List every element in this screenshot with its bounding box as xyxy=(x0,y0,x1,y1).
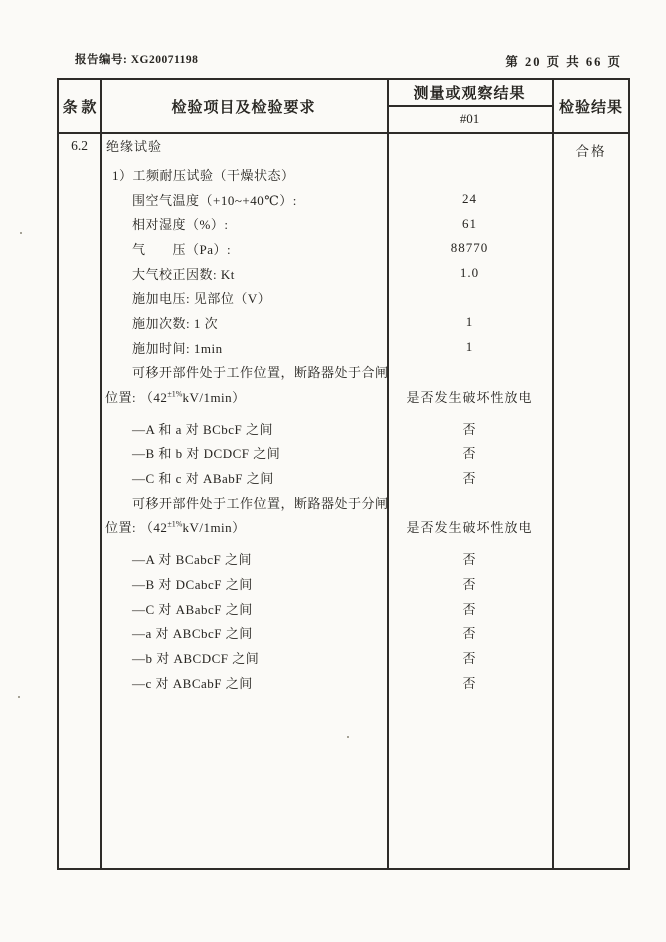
page-header xyxy=(0,0,666,78)
column-header-item: 检验项目及检验要求 xyxy=(171,99,316,116)
table-row xyxy=(100,571,552,596)
item-text: 施加电压: 见部位（V） xyxy=(132,291,272,307)
column-header-sample-01: #01 xyxy=(459,110,480,126)
table-row xyxy=(100,211,552,236)
item-text: 1）工频耐压试验（干燥状态） xyxy=(112,167,295,183)
item-text: 可移开部件处于工作位置，断路器处于合闸 xyxy=(132,365,389,381)
result-value: 否 xyxy=(462,552,477,568)
item-text: 气 压（Pa）: xyxy=(132,241,232,257)
table-row xyxy=(100,162,552,187)
inspection-table xyxy=(57,78,630,870)
superscript-tolerance: ±1% xyxy=(167,520,183,530)
table-row xyxy=(100,490,552,515)
result-value: 1 xyxy=(465,339,474,355)
item-text: 位置: $(42^{\pm 1\%}kV/1\min)$ xyxy=(105,389,246,406)
table-row xyxy=(100,620,552,645)
column-header-result-group: 测量或观察结果 xyxy=(413,86,526,102)
table-row xyxy=(100,546,552,571)
item-text: —a 对 ABCbcF 之间 xyxy=(132,626,253,642)
item-text: 围空气温度（+10~+40℃）: xyxy=(132,192,297,208)
scan-speck xyxy=(18,696,20,698)
scan-speck xyxy=(20,232,22,234)
page-indicator: 第 20 页 共 66 页 xyxy=(505,55,622,69)
result-value: 是否发生破坏性放电 xyxy=(406,520,533,536)
verdict-value: 合格 xyxy=(575,144,607,159)
table-row xyxy=(100,261,552,286)
result-value: 否 xyxy=(462,675,477,691)
column-header-verdict: 检验结果 xyxy=(558,99,623,116)
superscript-tolerance: ±1% xyxy=(167,389,183,399)
table-rows xyxy=(100,162,552,694)
table-row xyxy=(100,360,552,385)
item-text: —C 和 c 对 ABabF 之间 xyxy=(132,471,274,487)
item-text: —A 对 BCabcF 之间 xyxy=(132,552,253,568)
result-value: 否 xyxy=(462,471,477,487)
item-text: 施加时间: 1min xyxy=(132,340,223,356)
report-number: 报告编号: XG20071198 xyxy=(75,54,199,66)
table-row xyxy=(100,384,552,409)
table-row xyxy=(100,465,552,490)
result-value: 1 xyxy=(465,314,474,330)
table-row xyxy=(100,645,552,670)
item-text: —c 对 ABCabF 之间 xyxy=(132,675,253,691)
item-text: —A 和 a 对 BCbcF 之间 xyxy=(132,421,274,437)
section-title: 绝缘试验 xyxy=(106,139,163,154)
result-value: 否 xyxy=(462,650,477,666)
column-divider xyxy=(552,80,554,868)
item-text: 位置: $(42^{\pm 1\%}kV/1\min)$ xyxy=(105,520,246,536)
result-value: 否 xyxy=(462,576,477,592)
result-value: 1.0 xyxy=(459,265,480,281)
table-row xyxy=(100,515,552,540)
item-text: 相对湿度（%）: xyxy=(132,217,229,233)
item-text: —C 对 ABabcF 之间 xyxy=(132,601,253,617)
result-value: 88770 xyxy=(450,240,489,256)
result-value: 否 xyxy=(462,626,477,642)
table-row xyxy=(100,441,552,466)
item-text: 可移开部件处于工作位置，断路器处于分闸 xyxy=(132,495,389,511)
column-header-clause: 条 款 xyxy=(62,99,97,116)
table-row xyxy=(100,670,552,695)
table-row xyxy=(100,310,552,335)
table-row xyxy=(100,236,552,261)
header-divider xyxy=(59,132,628,134)
result-value: 是否发生破坏性放电 xyxy=(406,390,533,406)
table-row xyxy=(100,596,552,621)
table-row xyxy=(100,285,552,310)
result-value: 否 xyxy=(462,446,477,462)
result-value: 61 xyxy=(462,215,477,231)
result-value: 24 xyxy=(462,191,477,207)
item-text: 大气校正因数: Kt xyxy=(132,266,235,282)
result-value: 否 xyxy=(462,421,477,437)
item-text: —b 对 ABCDCF 之间 xyxy=(132,650,260,666)
result-value: 否 xyxy=(462,601,477,617)
item-text: —B 对 DCabcF 之间 xyxy=(132,576,253,592)
clause-number: 6.2 xyxy=(71,138,88,153)
table-row xyxy=(100,187,552,212)
item-text: 施加次数: 1 次 xyxy=(132,315,219,331)
table-row xyxy=(100,416,552,441)
item-text: —B 和 b 对 DCDCF 之间 xyxy=(132,446,281,462)
scan-speck xyxy=(347,736,349,738)
table-row xyxy=(100,335,552,360)
